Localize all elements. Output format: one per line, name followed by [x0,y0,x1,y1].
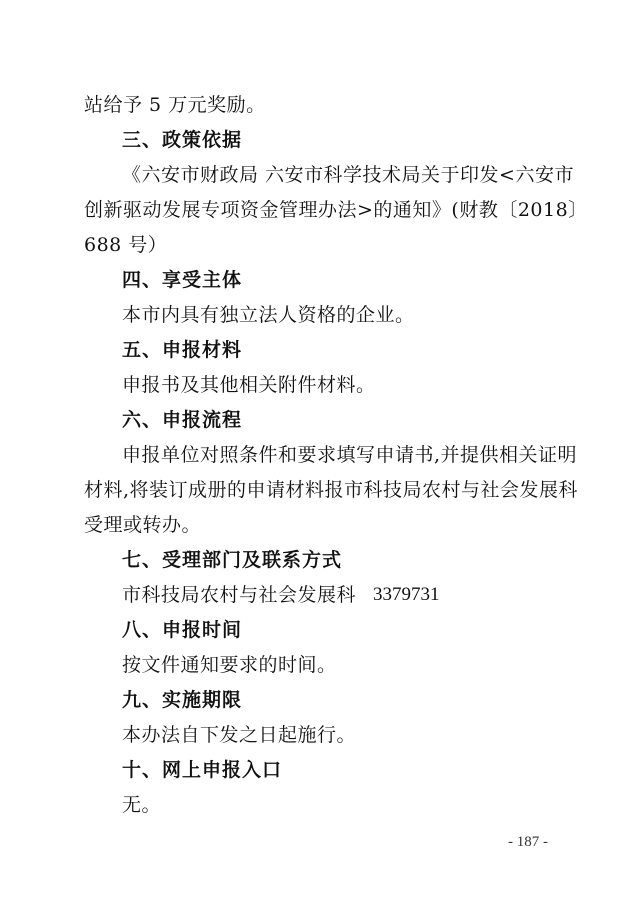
policy-basis-line-2: 创新驱动发展专项资金管理办法>的通知》(财教〔2018〕 [84,199,588,221]
section-heading-contact: 七、受理部门及联系方式 [122,549,343,571]
continuation-text: 站给予 5 万元奖励。 [84,94,266,116]
section-heading-materials: 五、申报材料 [122,339,243,361]
section-heading-period: 九、实施期限 [122,689,243,711]
beneficiary-text: 本市内具有独立法人资格的企业。 [122,304,415,326]
process-line-2: 材料,将装订成册的申请材料报市科技局农村与社会发展科 [84,479,579,501]
section-heading-process: 六、申报流程 [122,409,243,431]
process-line-1: 申报单位对照条件和要求填写申请书,并提供相关证明 [122,444,578,466]
section-heading-time: 八、申报时间 [122,619,243,641]
page-number: - 187 - [508,834,548,850]
section-heading-policy-basis: 三、政策依据 [122,129,243,151]
policy-basis-line-1: 《六安市财政局 六安市科学技术局关于印发<六安市 [122,164,574,186]
section-heading-online: 十、网上申报入口 [122,759,283,781]
contact-department: 市科技局农村与社会发展科 [122,584,357,606]
online-text: 无。 [122,794,162,816]
process-line-3: 受理或转办。 [84,514,202,536]
section-heading-beneficiary: 四、享受主体 [122,269,243,291]
contact-phone: 3379731 [373,584,440,605]
policy-basis-line-3: 688 号） [84,234,168,256]
materials-text: 申报书及其他相关附件材料。 [122,374,376,396]
period-text: 本办法自下发之日起施行。 [122,724,357,746]
time-text: 按文件通知要求的时间。 [122,654,337,676]
